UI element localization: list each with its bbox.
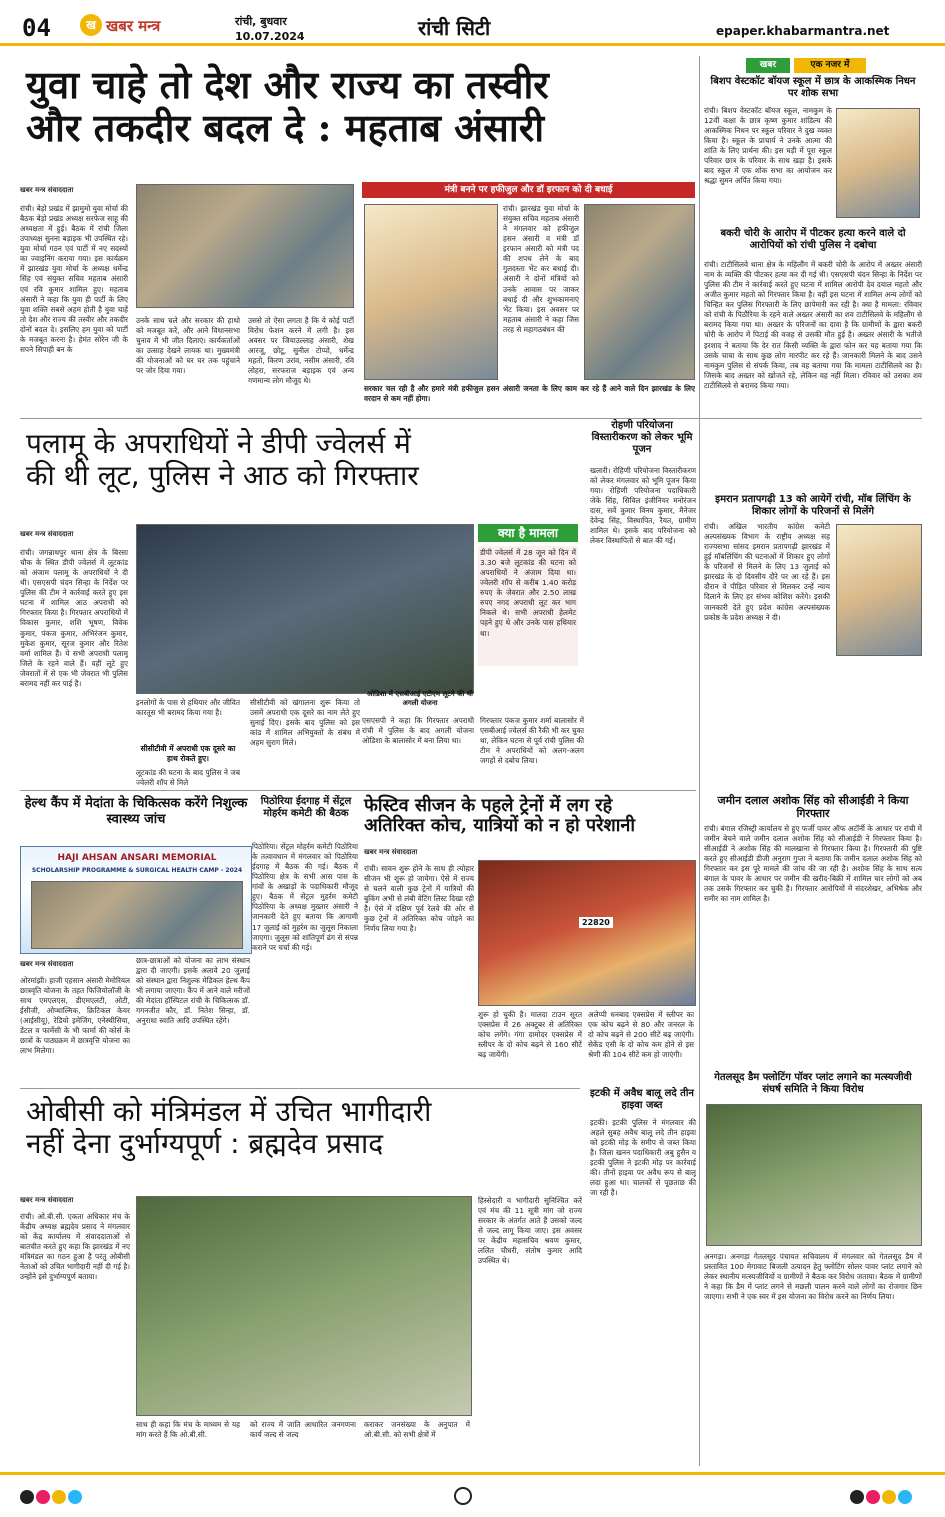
- footer-bar: [0, 1472, 945, 1517]
- news-tag: खबर: [746, 58, 790, 73]
- imran-body: रांची। अखिल भारतीय कांग्रेस कमेटी अल्पसंख्यक विभाग के राष्ट्रीय अध्यक्ष सह राज्यसभा सांसद इमरान प्रतापगढ़ी झारखंड में हुई मॉबलिंचिंग की घटनाओं में शिकार हुए लोगों के परिजनों से मिलने के लिए 13 जुलाई को झारखंड के दो दिवसीय दौरे पर आ रहे हैं। इस दौरान वे पीड़ित परिवार से मिलकर उन्हें न्याय दिलाने के लिए हर संभव कोशिश करेंगे। इसकी जानकारी देते हुए प्रदेश कांग्रेस अल्पसंख्यक प्रकोष्ठ के प्रदेश अध्यक्ष ने दी।: [704, 522, 830, 622]
- palamu-col5: गिरफ्तार पंकज कुमार शर्मा बालासोर में एसबीआई ज्वेलर्स की रैकी भी कर चुका था, लेकिन घटना से पूर्व रांची पुलिस की टीम ने अपराधियों को अलग-अलग जगहों से दबोच लिया।: [480, 716, 584, 766]
- obc-col2: साथ ही कहा कि मंच के माध्यम से यह मांग करते हैं कि ओ.बी.सी.: [136, 1420, 240, 1440]
- page-number: 04: [22, 14, 51, 42]
- trains-headline-line2: अतिरिक्त कोच, यात्रियों को न हो परेशानी: [364, 815, 636, 837]
- muharram-headline: पिठोरिया ईदगाह में सेंट्रल मोहर्रम कमेटी की बैठक: [260, 796, 352, 820]
- dateline-city: रांची, बुधवार: [235, 15, 287, 28]
- palamu-col2: इनलोगों के पास से हथियार और जीवित कारतूस भी बरामद किया गया है।: [136, 698, 240, 718]
- lead-byline: खबर मन्त्र संवाददाता: [20, 186, 74, 194]
- goat-body: रांची। टाटीसिलवे थाना क्षेत्र के महिलौंग में बकरी चोरी के आरोप में अख्तर अंसारी नाम के व्यक्ति की पीटकर हत्या कर दी गई थी। एसएसपी चंदन सिन्हा के निर्देश पर पुलिस की टीम ने कार्रवाई करते हुए घटना में शामिल आरोपी देव दयाल महतो और अजीत कुमार महतो को गिरफ्तार किया है। वहीं इस घटना में शामिल अन्य लोगों को चिन्हित कर पुलिस गिरफ्तारी के लिए छापेमारी कर रही है। क्या है मामला: रविवार को रांची के पिठौरिया के रहने वाले अख्तर अंसारी का शव टाटीसिलवे के महिलौंग से बरामद किया गया था। अख्तर के परिजनों का दावा है कि ग्रामीणों के द्वारा बकरी चोरी के आरोप में पिटाई की वजह से उसकी मौत हुई है। अख्तर अंसारी के भतीजे इरशाद ने बताया कि देर रात किसी व्यक्ति के द्वारा फोन कर यह बताया गया कि उसके चाचा के साथ कुछ लोग मारपीट कर रहे हैं। जानकारी मिलने के बाद उसने नामकुम पुलिस से संपर्क किया, तब वह बताया गया कि मामला टाटीसिलवे का है। जिसके बाद अख्तर को खोजते रहे, लेकिन वह नहीं मिला। रविवार को उसका शव टाटीसिलवे से बरामद किया गया।: [704, 260, 922, 390]
- palamu-body: रांची। जगन्नाथपुर थाना क्षेत्र के बिरसा चौक के स्थित डीपी ज्वेलर्स में लूटकांड को अंजाम पलामू के अपराधियों ने दी थी। एसएसपी चंदन सिन्हा के निर्देश पर पुलिस की टीम ने कार्रवाई करते हुए इस घटना में शामिल आठ अपराधी को गिरफ्तार किया है। गिरफ्तार अपराधियों में विकास कुमार, शशि भूषण, विवेक कुमार, पंकज कुमार, अभिरंजन कुमार, मुकेश कुमार, सूरज कुमार और रितेश वर्मा शामिल हैं। ये सभी अपराधी पलामू जिले के रहने वाले हैं। वहीं लूटे हुए जेवरातों में से एक भी जेवरात भी पुलिस बरामद नहीं कर पाई है।: [20, 548, 128, 688]
- divider: [699, 56, 700, 1466]
- rohini-headline: रोहणी परियोजना विस्तारीकरण को लेकर भूमि पूजन: [591, 420, 693, 456]
- trains-headline-line1: फेस्टिव सीजन के पहले ट्रेनों में लग रहे: [364, 795, 613, 816]
- dateline-date: 10.07.2024: [235, 30, 305, 43]
- lead-col3: उससे तो ऐसा लगता है कि ये कोई पार्टी विरोध फेशन करने में लगी है। इस अवसर पर जियाउल्लाह अंसारी, शेख आरजू, छोटू, सुनील टोप्पो, धर्मेन्द्र महतो, किरण उरांव, नसीम अंसारी, रवि लोहरा, सरफराज बड़ाइक एवं अन्य गणमान्य लोग मौजूद थे।: [248, 316, 354, 386]
- health-body: ओरमांझी। हाजी एहसान अंसारी मेमोरियल छात्रवृति योजना के तहत फिजियोलॉजी के साथ एमएलएस, डीएमएलटी, ओटी, ईसीजी, ओप्थाल्मिक, क्रिटिकल केयर (आईसीयू), रेडियो इमेजिंग, एनेस्थीसिया, डेंटल व फार्मेसी के भी फार्मा की कोर्स के छात्रों के पाठ्यक्रम में छात्रवृत्ति योजना का लाभ मिलेगा।: [20, 976, 130, 1056]
- school-body: रांची। बिशप वेस्टकॉट बॉयज स्कूल, नामकुम के 12वीं कक्षा के छात्र कृष्ण कुमार शांडिल्य की आकस्मिक निधन पर स्कूल परिवार ने दुख व्यक्त किया है। स्कूल के प्राचार्य ने उनके आत्मा की शांति के लिए प्रार्थना की। इस घड़ी में पूरा स्कूल परिवार छात्र के परिवार के साथ खड़ा है। इसके बाद स्कूल में एक शोक सभा का आयोजन कर श्रद्धा सुमन अर्पित किया गया।: [704, 106, 832, 186]
- obc-body: रांची। ओ.बी.सी. एकता अधिकार मंच के केंद्रीय अध्यक्ष ब्रह्मदेव प्रसाद ने मंगलवार को केंद्र कार्यालय में संवाददाताओं से बातचीत करते हुए कहा कि झारखंड में नए मंत्रिमंडल का गठन हुआ है परंतु ओबीसी नेताओं को उचित भागीदारी नहीं दी गई है। उन्होंने इसे दुर्भाग्यपूर्ण बताया।: [20, 1212, 130, 1282]
- divider: [20, 418, 922, 419]
- palamu-headline-line1: पलामू के अपराधियों ने डीपी ज्वेलर्स में: [26, 427, 411, 460]
- palamu-byline: खबर मन्त्र संवाददाता: [20, 530, 74, 538]
- divider: [20, 1088, 580, 1089]
- masthead: [0, 0, 945, 46]
- trains-byline: खबर मन्त्र संवाददाता: [364, 848, 418, 856]
- minister-banner: मंत्री बनने पर हफीजुल और डॉ इरफान को दी बधाई: [362, 182, 695, 198]
- loco-number: 22820: [579, 917, 613, 928]
- news-tag-2: एक नजर में: [794, 58, 866, 73]
- lead-col2: उनके साथ चले और सरकार की हाथो को मजबूत करें, और आने विधानसभा चुनाव में भी जीत दिलाएं। कार्यकर्ताओं का उत्साह देखने लायक था। मुख्यमंत्री की योजनाओं को घर घर तक पहुंचाने पर जोर दिया गया।: [136, 316, 240, 376]
- palamu-col4: एसएसपी ने कहा कि गिरफ्तार अपराधी रांची में पुलिस के बाद अगली योजना ओडिशा के बालासोर में बना लिया था।: [362, 716, 474, 746]
- lead-headline: [26, 64, 696, 150]
- palamu-col3: सीसीटीवी को खंगालना शुरू किया तो उसमें अपराधी एक दूसरे का नाम लेते हुए सुनाई दिए। इसके बाद पुलिस को इस कांड में शामिल अभियुक्तों के संबंध में अहम सुराग मिले।: [250, 698, 360, 748]
- minister-body: रांची। झारखंड युवा मोर्चा के संयुक्त सचिव महताब अंसारी ने मंगलवार को हफीजुल हसन अंसारी व मंत्री डॉ इरफान अंसारी को मंत्री पद की शपथ लेने के बाद गुलदस्ता भेंट कर बधाई दी। अंसारी ने दोनों मंत्रियों को उनके आवास पर जाकर बधाई दी और शुभकामनाएं भेंट किया। इस अवसर पर महताब अंसारी ने कहा जिस तरह से महागठबंधन की: [503, 204, 579, 334]
- student-photo: [836, 108, 920, 218]
- school-headline: बिशप वेस्टकॉट बॉयज स्कूल में छात्र के आकस्मिक निधन पर शोक सभा: [710, 76, 916, 100]
- sand-headline: इटकी में अवैध बालू लदे तीन हाइवा जब्त: [590, 1088, 694, 1112]
- brand-name: खबर मन्त्र: [106, 17, 161, 35]
- obc-byline: खबर मन्त्र संवाददाता: [20, 1196, 74, 1204]
- gatalsud-body: अनगड़ा। अनगड़ा गेतलसूद पंचायत सचिवालय में मंगलवार को गेतलसूद डैम में प्रस्तावित 100 मेगावाट बिजली उत्पादन हेतु फ्लोटिंग सोलर पावर प्लांट लगाने को लेकर स्थानीय मत्स्यजीवियों व ग्रामीणों ने बैठक कर विरोध जताया। बैठक में ग्रामीणों ने कहा कि डैम में प्लांट लगने से मछली पालन करने वाले लोगों का रोजगार छिन जाएगा। सभी ने एक स्वर में इस योजना का विरोध करने का निर्णय लिया।: [704, 1252, 922, 1302]
- trains-headline: [364, 796, 694, 837]
- obc-photo: [136, 1196, 472, 1416]
- rohini-body: खलारी। रोहिणी परियोजना विस्तारीकरण को लेकर मंगलवार को भूमि पूजन किया गया। रोहिणी परियोजना पदाधिकारी जेके सिंह, सिविल इंजीनियर मनोरंजन दास, सर्वे कुमार विनय कुमार, मैनेजर देवेन्द्र सिंह, विस्थापित, रैयत, ग्रामीण शामिल थे। इसके बाद परियोजना को लेकर विस्थापितों से बात की गई।: [590, 466, 696, 546]
- box-title: क्या है मामला: [478, 524, 578, 542]
- palamu-cap2: लूटकांड की घटना के बाद पुलिस ने जब ज्वेलरी शॉप से मिले: [136, 768, 240, 788]
- obc-headline-line1: ओबीसी को मंत्रिमंडल में उचित भागीदारी: [26, 1095, 432, 1128]
- trains-body: रांची। सावन शुरू होने के साथ ही त्योहार सीजन भी शुरू हो जायेगा। ऐसे में राज्य से चलने वाली कुछ ट्रेनों में यात्रियों की बुकिंग अभी से लंबी वेटिंग लिस्ट दिखा रही है। ऐसे में दक्षिण पूर्व रेलवे की ओर से कुछ ट्रेनों में अतिरिक्त कोच जोड़ने का निर्णय लिया गया है।: [364, 864, 474, 934]
- epaper-link[interactable]: epaper.khabarmantra.net: [716, 24, 890, 38]
- palamu-cap1: सीसीटीवी में अपराधी एक दूसरे का हाथ रोकते हुए।: [140, 744, 236, 763]
- section-title: रांची सिटी: [418, 16, 491, 40]
- ashok-headline: जमीन दलाल अशोक सिंह को सीआईडी ने किया गिरफ्तार: [717, 794, 909, 821]
- registration-mark-icon: [454, 1487, 472, 1505]
- obc-headline: [26, 1096, 586, 1159]
- imran-photo: [836, 524, 922, 656]
- train-photo: [478, 860, 696, 1006]
- lead-headline-line1: युवा चाहे तो देश और राज्य का तस्वीर: [26, 62, 549, 107]
- obc-col3: को राज्य में जाति आधारित जनगणना कार्य जल्द से जल्द: [250, 1420, 356, 1440]
- health-banner-sub: SCHOLARSHIP PROGRAMME & SURGICAL HEALTH CAMP - 2024: [31, 867, 243, 874]
- lead-headline-line2: और तकदीर बदल दे : महताब अंसारी: [26, 104, 545, 150]
- health-col2: छात्र-छात्राओं को योजना का लाभ संस्थान द्वारा दी जाएगी। इसके अलावे 20 जुलाई को संस्थान द्वारा निशुल्क मेडिकल हेल्थ कैंप भी लगाया जाएगा। कैंप में आने वाले मरीजों की मेदांता हॉस्पिटल रांची के चिकित्सक डॉ. गगनजीत कौर, डॉ. नितेश सिन्हा, डॉ. अनुराधा स्वाति आदि उपस्थित रहेंगे।: [136, 956, 250, 1026]
- lead-photo: [136, 184, 354, 308]
- sand-body: इटकी। इटकी पुलिस ने मंगलवार की अहले सुबह अवैध बालू लदे तीन हाइवा को इटकी मोड़ के समीप से जब्त किया है। जिला खनन पदाधिकारी अबु हुसैन व इटकी पुलिस ने इटकी मोड़ पर कार्रवाई की। तीनों हाइवा पर अवैध रूप से बालू लदा हुआ था। चालकों से पूछताछ की जा रही है।: [590, 1118, 696, 1198]
- palamu-photo: [136, 524, 474, 694]
- muharram-body: पिठोरिया। सेंट्रल मोहर्रम कमेटी पिठोरिया के तत्वावधान में मंगलवार को पिठोरिया ईदगाह में बैठक की गई। बैठक में पिठोरिया क्षेत्र के सभी आस पास के गांवों के अखाड़ों के पदाधिकारी मौजूद हुए। बैठक में सेंट्रल मुहर्रम कमेटी पिठोरिया के अध्यक्ष मुख्तार अंसारी ने जानकारी देते हुए बताया कि आगामी 17 जुलाई को मुहर्रम का जुलूस निकाला जाएगा। जुलूस को शांतिपूर्ण ढंग से संपन्न कराने पर चर्चा की गई।: [252, 842, 358, 952]
- trains-col3: शुरू हो चुकी है। मालदा टाउन सूरत एक्सप्रेस में 26 अक्टूबर से अतिरिक्त कोच लगेंगे। गंगा दामोदर एक्सप्रेस में स्लीपर के दो कोच बढ़ने से 160 सीटें बढ़ जायेंगी।: [478, 1010, 582, 1060]
- box-body: डीपी ज्वेलर्स में 28 जून को दिन में 3.30 बजे लूटकांड की घटना को अपराधियों ने अंजाम दिया था। ज्वेलरी शॉप से करीब 1.40 करोड़ रुपए के जेवरात और 2.50 लाख रुपए नगद अपराधी लूट कर भाग निकले थे। सभी अपराधी हेलमेट पहने हुए थे और उनके पास हथियार था।: [478, 546, 578, 666]
- divider: [20, 790, 696, 791]
- health-banner: [20, 846, 252, 954]
- color-registration-left: [20, 1489, 84, 1508]
- imran-headline: इमरान प्रतापगढ़ी 13 को आयेगें रांची, मॉब लिंचिंग के शिकार लोगों के परिजनों से मिलेंगे: [715, 494, 911, 518]
- obc-col4: कराकर जनसंख्या के अनुपात में ओ.बी.सी. को सभी क्षेत्रों में: [364, 1420, 470, 1440]
- health-banner-title: HAJI AHSAN ANSARI MEMORIAL: [57, 853, 217, 863]
- palamu-headline-line2: की थी लूट, पुलिस ने आठ को गिरफ्तार: [26, 458, 419, 492]
- health-byline: खबर मन्त्र संवाददाता: [20, 960, 74, 968]
- health-headline: हेल्थ कैंप में मेदांता के चिकित्सक करेंगे निशुल्क स्वास्थ्य जांच: [24, 796, 248, 827]
- lead-body: रांची। बेड़ो प्रखंड में झामुमो युवा मोर्चा की बैठक बेड़ो प्रखंड अध्यक्ष सरफेज साहू की अध्यक्षता में हुई। बैठक में रांची जिला उपाध्यक्ष सुनना बड़ाइक भी उपस्थित रहे। युवा मोर्चा गठन एवं पार्टी में नए सदस्यों का ज्वाइनिंग कराया गया। इस कार्यक्रम में झारखंड युवा मोर्चा के अध्यक्ष धर्मेन्द्र सिंह एवं संयुक्त सचिव महताब अंसारी एवं रवि कुमार शामिल हुए। महताब अंसारी ने कहा कि युवा ही पार्टी के लिए युवा शक्ति सबसे अहम होती है युवा चाहें तो देश और राज्य की तस्वीर और तकदीर दोनों बदल दे। इसलिए हम युवा को पार्टी के मजबूत करना है। हेमंत सोरेन जी के सपने सिपाही बन के: [20, 204, 128, 354]
- obc-headline-line2: नहीं देना दुर्भाग्यपूर्ण : ब्रह्मदेव प्रसाद: [26, 1126, 384, 1160]
- trains-col4: अलेप्पी धनबाद एक्सप्रेस में स्लीपर का एक कोच बढ़ने से 80 और जनरल के दो कोच बढ़ने से 200 सीटें बढ़ जाएंगी। सेकेंड एसी के दो कोच कम होने से इस श्रेणी की 104 सीटें कम हो जाएंगी।: [588, 1010, 694, 1060]
- gatalsud-headline: गेतलसूद डैम फ्लोटिंग पॉवर प्लांट लगाने का मत्स्यजीवी संघर्ष समिति ने किया विरोध: [714, 1072, 912, 1096]
- ashok-body: रांची। बंगाल रजिस्ट्री कार्यालय से हुए फर्जी पावर ऑफ अटॉर्नी के आधार पर रांची में जमीन बेचने वाले जमीन दलाल अशोक सिंह को सीआईडी ने गिरफ्तार किया है। सीआईडी ने अशोक सिंह की मालखाना से गिरफ्तार किया है। गिरफ्तारी की पुष्टि करते हुए सीआईडी डीजी अनुराग गुप्ता ने बताया कि जमीन दलाल अशोक सिंह को गिरफ्तार कर इस पूरे मामले की जांच की जा रही है। अशोक सिंह के साथ सत्य बंगाल के पावर के आधार पर जमीन की खरीद-बिक्री में शामिल चार लोगों को अब तक उसके गिरफ्तार कर चुकी है। गिरफ्तार आरोपियों में संदरशेखर, अभिषेक और समीर का नाम शामिल है।: [704, 824, 922, 904]
- palamu-headline: [26, 428, 586, 491]
- color-registration-right: [850, 1489, 914, 1508]
- minister-photo-2: [584, 204, 695, 380]
- obc-col5: हिस्सेदारी व भागीदारी सुनिश्चित करें एवं मंच की 11 सूत्री मांग जो राज्य सरकार के अंतर्गत आते हैं उसको जल्द से जल्द लागू किया जाए। इस अवसर पर केंद्रीय महासचिव श्रवण कुमार, ललित चौधरी, संतोष कुमार आदि उपस्थित थे।: [478, 1196, 582, 1266]
- box-caption: ओडिशा में एसबीआई एटीएम लूटने की थी अगली योजना: [366, 690, 473, 708]
- goat-headline: बकरी चोरी के आरोप में पीटकर हत्या करने वाले दो आरोपियों को रांची पुलिस ने दबोचा: [720, 228, 906, 252]
- gatalsud-photo: [706, 1104, 922, 1246]
- brand-logo-icon: ख: [80, 14, 102, 36]
- minister-photo-1: [364, 204, 498, 380]
- health-banner-photo: [31, 881, 243, 949]
- minister-caption: सरकार चल रही है और हमारे मंत्री हफीजुल हसन अंसारी जनता के लिए काम कर रहे हैं आने वाले दिन झारखंड के लिए वरदान से कम नहीं होगा।: [364, 384, 695, 404]
